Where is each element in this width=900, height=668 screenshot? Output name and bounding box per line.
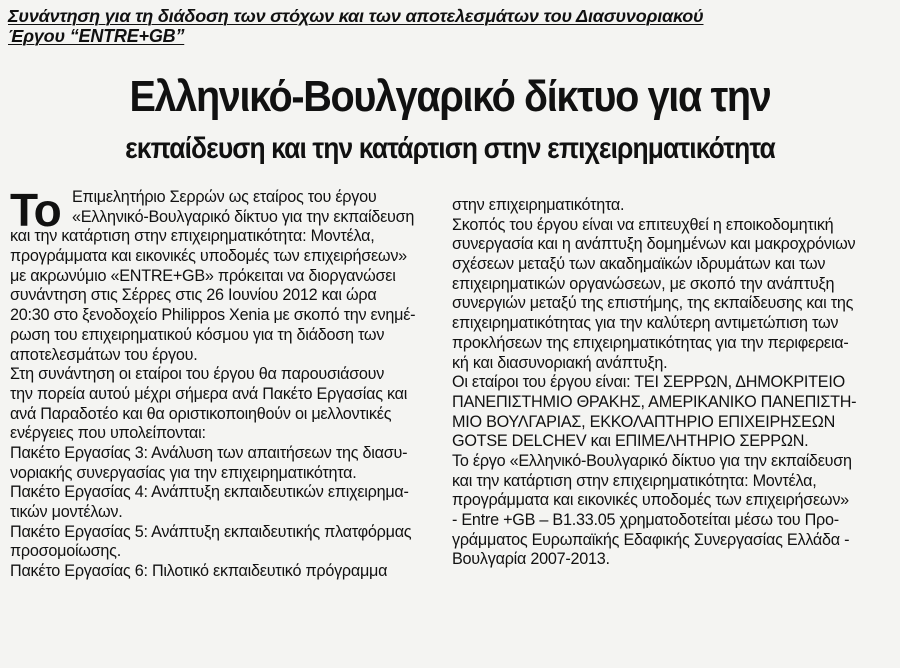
body-line: επιχειρηματικών οργανώσεων, με σκοπό την ανάπτυξη	[452, 274, 835, 293]
body-line: στην επιχειρηματικότητα.	[452, 196, 625, 214]
body-line: επιχειρηματικότητας για την καλύτερη αντιμετώπιση των	[452, 314, 839, 333]
body-line: Το έργο «Ελληνικό-Βουλγαρικό δίκτυο για την εκπαίδευση	[452, 451, 852, 470]
body-line: Επιμελητήριο Σερρών ως εταίρος του έργου	[72, 188, 377, 206]
body-line: Στη συνάντηση οι εταίροι του έργου θα παρουσιάσουν	[10, 365, 385, 384]
body-line: συνάντηση στις Σέρρες στις 26 Ιουνίου 2012 και ώρα	[10, 286, 377, 305]
body-line: ανά Παραδοτέο και θα οριστικοποιηθούν οι μελλοντικές	[10, 404, 392, 423]
body-line: προκλήσεων της επιχειρηματικότητας για την περιφερεια-	[452, 333, 849, 352]
body-line: Πακέτο Εργασίας 6: Πιλοτικό εκπαιδευτικό πρόγραμμα	[10, 562, 388, 581]
body-line: και την κατάρτιση στην επιχειρηματικότητα: Μοντέλα,	[452, 471, 817, 490]
body-line: προγράμματα και εικονικές υποδομές των επιχειρήσεων»	[452, 491, 849, 510]
drop-cap: Το	[10, 184, 61, 236]
article-kicker	[8, 6, 868, 46]
body-line: 20:30 στο ξενοδοχείο Philippos Xenia με σκοπό την ενημέ-	[10, 306, 416, 325]
body-line: Πακέτο Εργασίας 5: Ανάπτυξη εκπαιδευτικής πλατφόρμας	[10, 522, 412, 541]
body-line: - Entre +GB – Β1.33.05 χρηματοδοτείται μέσω του Προ-	[452, 511, 839, 529]
kicker-line: Έργου “ENTRE+GB”	[8, 26, 185, 46]
body-line: Σκοπός του έργου είναι να επιτευχθεί η εποικοδομητική	[452, 215, 834, 234]
kicker-line: Συνάντηση για τη διάδοση των στόχων και των αποτελεσμάτων του Διασυνοριακού	[8, 6, 704, 26]
body-line: συνεργιών μεταξύ της επιστήμης, της εκπαίδευσης και της	[452, 294, 854, 313]
body-line: «Ελληνικό-Βουλγαρικό δίκτυο για την εκπαίδευση	[72, 207, 415, 226]
body-line: Πακέτο Εργασίας 3: Ανάλυση των απαιτήσεων της διασυ-	[10, 443, 408, 462]
body-line: αποτελεσμάτων του έργου.	[10, 345, 198, 364]
body-line: Οι εταίροι του έργου είναι: ΤΕΙ ΣΕΡΡΩΝ, ΔΗΜΟΚΡΙΤΕΙΟ	[452, 373, 845, 392]
body-line: Βουλγαρία 2007-2013.	[452, 550, 610, 569]
body-line: ΠΑΝΕΠΙΣΤΗΜΙΟ ΘΡΑΚΗΣ, ΑΜΕΡΙΚΑΝΙΚΟ ΠΑΝΕΠΙΣΤΗ-	[452, 392, 857, 411]
body-line: σχέσεων μεταξύ των ακαδημαϊκών ιδρυμάτων και των	[452, 255, 826, 274]
left-column	[10, 184, 442, 582]
body-line: προγράμματα και εικονικές υποδομές των επιχειρήσεων»	[10, 247, 407, 266]
body-line: ΜΙΟ ΒΟΥΛΓΑΡΙΑΣ, ΕΚΚΟΛΑΠΤΗΡΙΟ ΕΠΙΧΕΙΡΗΣΕΩΝ	[452, 412, 836, 431]
body-line: ενέργειες που υπολείπονται:	[10, 424, 206, 443]
body-line: την πορεία αυτού μέχρι σήμερα ανά Πακέτο Εργασίας και	[10, 384, 408, 403]
body-line: Πακέτο Εργασίας 4: Ανάπτυξη εκπαιδευτικών επιχειρημα-	[10, 483, 409, 502]
body-line: ρωση του επιχειρηματικού κόσμου για τη διάδοση των	[10, 325, 385, 344]
article-subheadline: εκπαίδευση και την κατάρτιση στην επιχειρηματικότητα	[125, 132, 775, 165]
body-line: και την κατάρτιση στην επιχειρηματικότητα: Μοντέλα,	[10, 227, 375, 246]
body-line: γράμματος Ευρωπαϊκής Εδαφικής Συνεργασίας Ελλάδα -	[452, 530, 850, 549]
body-line: GOTSE DELCHEV και ΕΠΙΜΕΛΗΤΗΡΙΟ ΣΕΡΡΩΝ.	[452, 432, 809, 451]
body-line: συνεργασία και η ανάπτυξη δομημένων και μακροχρόνιων	[452, 235, 856, 254]
body-line: τικών μοντέλων.	[10, 503, 123, 521]
body-line: κή και διασυνοριακή ανάπτυξη.	[452, 353, 668, 372]
right-column	[452, 196, 892, 570]
body-line: νοριακής συνεργασίας για την επιχειρηματικότητα.	[10, 463, 357, 482]
body-line: με ακρωνύμιο «ENTRE+GB» πρόκειται να διοργανώσει	[10, 266, 396, 285]
article-headline: Ελληνικό-Βουλγαρικό δίκτυο για την	[129, 72, 771, 121]
body-line: προσομοίωσης.	[10, 542, 121, 561]
